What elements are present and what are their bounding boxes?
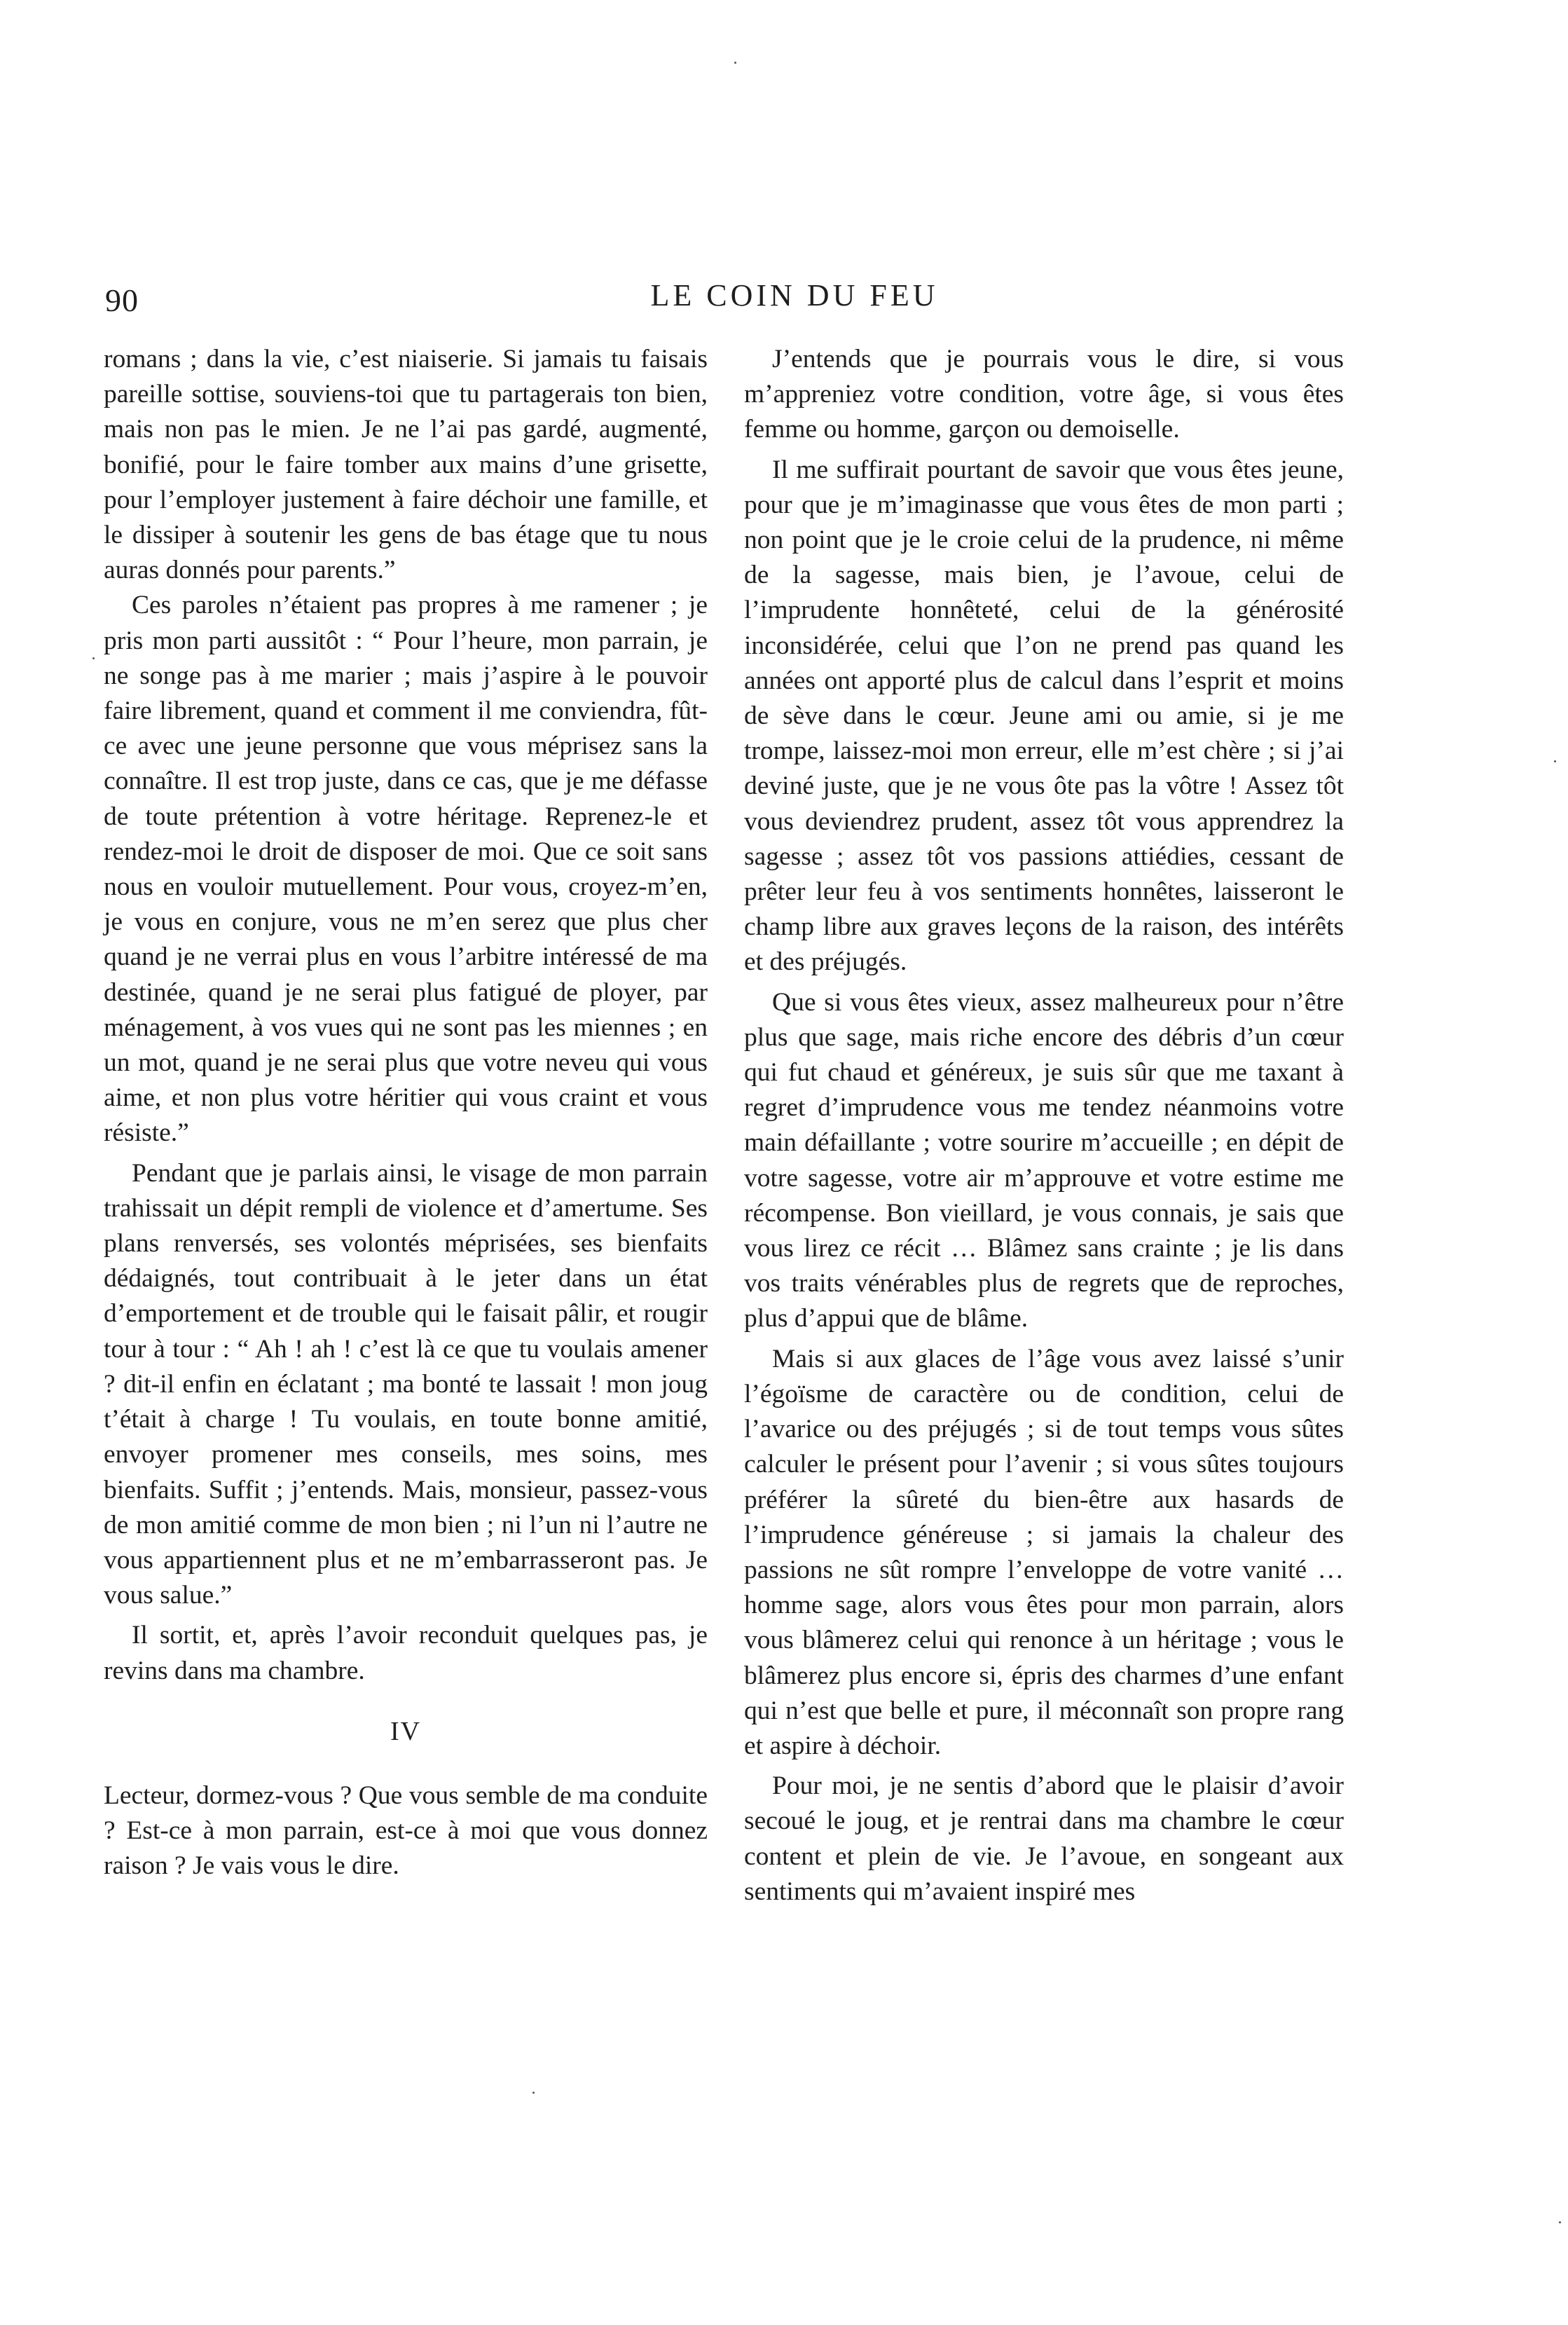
left-column [104,342,708,1884]
paragraph: Mais si aux glaces de l’âge vous avez laissé s’unir l’égoïsme de caractère ou de condition, celui de l’avarice ou des préjugés ; si de tout temps vous sûtes calculer le présent pour l’avenir ; si vous sûtes toujours préférer la sûreté du bien-être aux hasards de l’imprudence généreuse ; si jamais la chaleur des passions ne sût rompre l’enveloppe de votre vanité … homme sage, alors vous êtes pour mon parrain, alors vous blâmerez celui qui renonce à un héritage ; vous le blâmerez plus encore si, épris des charmes d’une enfant qui n’est que belle et pure, il méconnaît son propre rang et aspire à déchoir. [744,1344,1344,1760]
paper-speck [532,2092,535,2094]
paper-speck [1559,2221,1561,2223]
section-heading: IV [390,1716,422,1746]
running-title: LE COIN DU FEU [650,278,939,313]
page-number: 90 [105,282,139,318]
right-column [744,342,1344,1909]
paragraph: Pendant que je parlais ainsi, le visage de mon parrain trahissait un dépit rempli de violence et d’amertume. Ses plans renversés, ses volontés méprisées, ses bienfaits dédaignés, tout contribuait à le jeter dans un état d’emportement et de trouble qui le faisait pâlir, et rougir tour à tour : “ Ah ! ah ! c’est là ce que tu voulais amener ? dit-il enfin en éclatant ; ma bonté te lassait ! mon joug t’était à charge ! Tu voulais, en toute bonne amitié, envoyer promener mes conseils, mes soins, mes bienfaits. Suffit ; j’entends. Mais, monsieur, passez-vous de mon amitié comme de mon bien ; ni l’un ni l’autre ne vous appartiennent plus et ne m’embarrasseront pas. Je vous salue.” [104,1158,708,1610]
paragraph: Que si vous êtes vieux, assez malheureux pour n’être plus que sage, mais riche encore des débris d’un cœur qui fut chaud et généreux, je suis sûr que me taxant à regret d’imprudence vous me tendez néanmoins votre main défaillante ; votre sourire m’accueille ; en dépit de votre sagesse, votre air m’approuve et votre estime me récompense. Bon vieillard, je vous connais, je sais que vous lirez ce récit … Blâmez sans crainte ; je lis dans vos traits vénérables plus de regrets que de reproches, plus d’appui que de blâme. [744,987,1344,1333]
paragraph: Ces paroles n’étaient pas propres à me ramener ; je pris mon parti aussitôt : “ Pour l’heure, mon parrain, je ne songe pas à me marier ; mais j’aspire à le pouvoir faire librement, quand et comment il me conviendra, fût-ce avec une jeune personne que vous méprisez sans la connaître. Il est trop juste, dans ce cas, que je me défasse de toute prétention à votre héritage. Reprenez-le et rendez-moi le droit de disposer de moi. Que ce soit sans nous en vouloir mutuellement. Pour vous, croyez-m’en, je vous en conjure, vous ne m’en serez que plus cher quand je ne verrai plus en vous l’arbitre intéressé de ma destinée, quand je ne serai plus fatigué de ployer, par ménagement, à vos vues qui ne sont pas les miennes ; en un mot, quand je ne serai plus que votre neveu qui vous aime, et non plus votre héritier qui vous craint et vous résiste.” [104,591,708,1148]
paragraph: Il me suffirait pourtant de savoir que vous êtes jeune, pour que je m’imaginasse que vous êtes de mon parti ; non point que je le croie celui de la prudence, ni même de la sagesse, mais bien, je l’avoue, celui de l’imprudente honnêteté, celui de la générosité inconsidérée, celui que l’on ne prend pas quand les années ont apporté plus de calcul dans l’esprit et moins de sève dans le cœur. Jeune ami ou amie, si je me trompe, laissez-moi mon erreur, elle m’est chère ; si j’ai deviné juste, que je ne vous ôte pas la vôtre ! Assez tôt vous deviendrez prudent, assez tôt vous apprendrez la sagesse ; assez tôt vos passions attiédies, cessant de prêter leur feu à vos sentiments honnêtes, laisseront le champ libre aux graves leçons de la raison, des intérêts et des préjugés. [744,455,1344,977]
paper-speck [1554,760,1556,762]
paragraph: Lecteur, dormez-vous ? Que vous semble de ma conduite ? Est-ce à mon parrain, est-ce à moi que vous donnez raison ? Je vais vous le dire. [104,1781,708,1881]
paragraph: J’entends que je pourrais vous le dire, si vous m’appreniez votre condition, votre âge, si vous êtes femme ou homme, garçon ou demoiselle. [744,345,1344,444]
paper-speck [92,657,95,659]
paragraph: romans ; dans la vie, c’est niaiserie. Si jamais tu faisais pareille sottise, souviens-toi que tu partagerais ton bien, mais non pas le mien. Je ne l’ai pas gardé, augmenté, bonifié, pour le faire tomber aux mains d’une grisette, pour l’employer justement à faire déchoir une famille, et le dissiper à soutenir les gens de bas étage que tu nous auras donnés pour parents.” [104,345,708,585]
paragraph: Il sortit, et, après l’avoir reconduit quelques pas, je revins dans ma chambre. [104,1621,708,1685]
paragraph: Pour moi, je ne sentis d’abord que le plaisir d’avoir secoué le joug, et je rentrai dans ma chambre le cœur content et plein de vie. Je l’avoue, en songeant aux sentiments qui m’avaient inspiré mes [744,1771,1344,1906]
paper-speck [734,62,736,64]
